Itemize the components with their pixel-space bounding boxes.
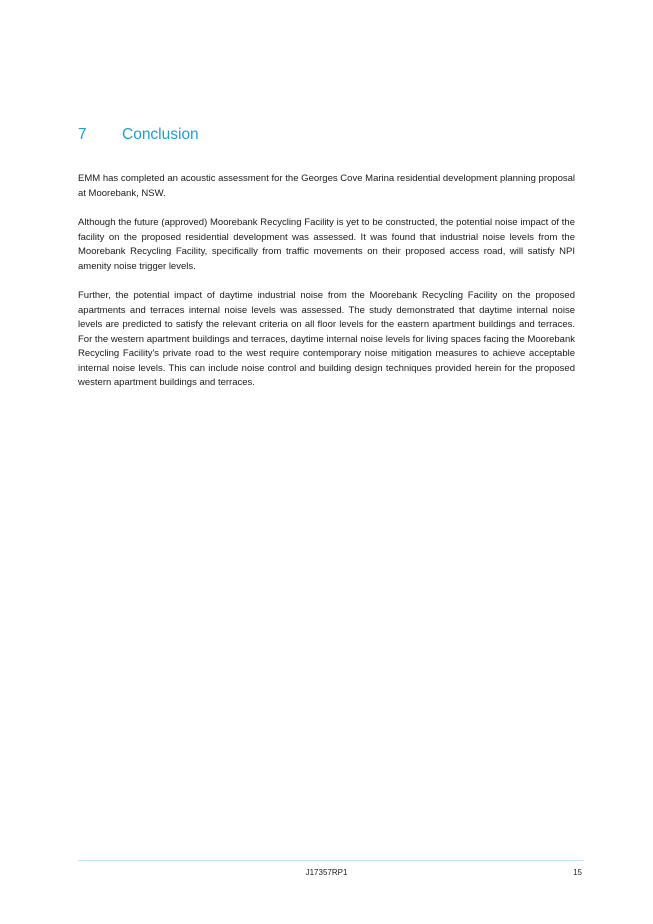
footer-page-number: 15 <box>573 868 582 877</box>
footer-divider <box>78 860 584 861</box>
section-body <box>78 172 575 406</box>
section-heading <box>78 124 578 146</box>
footer-document-reference: J17357RP1 <box>305 868 348 877</box>
section-number: 7 <box>78 126 87 143</box>
paragraph-3: Further, the potential impact of daytime industrial noise from the Moorebank Recycling Facility on the proposed apartments and terraces internal noise levels was assessed. The study demonstrated that daytime internal noise levels are predicted to satisfy the relevant criteria on all floor levels for the eastern apartment buildings and terraces. For the western apartment buildings and terraces, daytime internal noise levels for living spaces facing the Moorebank Recycling Facility's private road to the west require contemporary noise mitigation measures to achieve acceptable internal noise levels. This can include noise control and building design techniques provided herein for the proposed western apartment buildings and terraces. <box>78 290 575 388</box>
section-title: Conclusion <box>122 126 199 143</box>
paragraph-1: EMM has completed an acoustic assessment for the Georges Cove Marina residential development planning proposal at Moorebank, NSW. <box>78 173 575 199</box>
paragraph-2: Although the future (approved) Moorebank Recycling Facility is yet to be constructed, the potential noise impact of the facility on the proposed residential development was assessed. It was found that industrial noise levels from the Moorebank Recycling Facility, specifically from traffic movements on their proposed access road, will satisfy NPI amenity noise trigger levels. <box>78 217 575 272</box>
